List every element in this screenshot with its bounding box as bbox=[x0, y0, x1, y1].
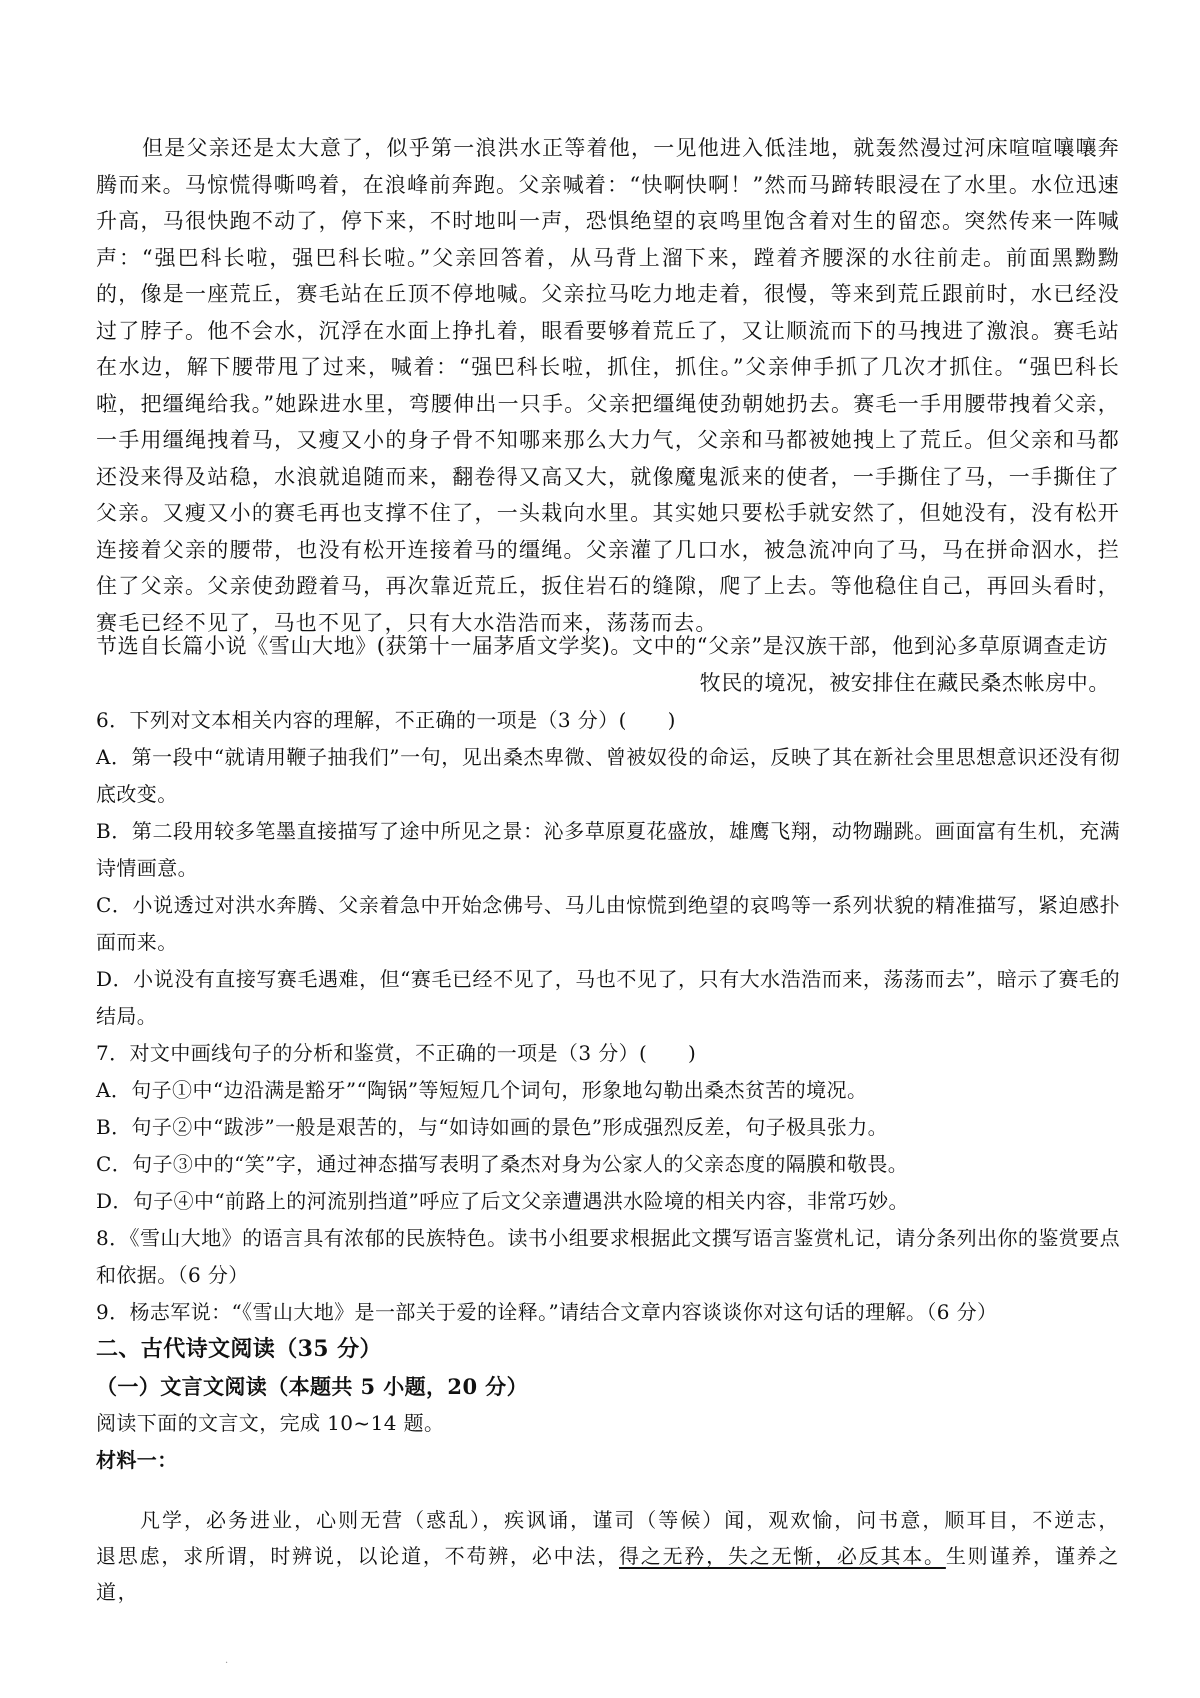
classical-text bbox=[96, 1502, 1120, 1610]
material-one-label: 材料一： bbox=[96, 1448, 178, 1472]
story-passage bbox=[96, 130, 1120, 641]
question-8: 8．《雪山大地》的语言具有浓郁的民族特色。读书小组要求根据此文撰写语言鉴赏札记，请分条列出你的鉴赏要点和依据。（6 分） bbox=[96, 1226, 1120, 1287]
question-6-option-c: C．小说透过对洪水奔腾、父亲着急中开始念佛号、马儿由惊慌到绝望的哀鸣等一系列状貌的精准描写，紧迫感扑面而来。 bbox=[96, 893, 1120, 954]
section-2-subtitle: （一）文言文阅读（本题共 5 小题，20 分） bbox=[96, 1374, 528, 1399]
question-7-option-d: D．句子④中“前路上的河流别挡道”呼应了后文父亲遭遇洪水险境的相关内容，非常巧妙。 bbox=[96, 1189, 909, 1213]
source-note-line-1: 节选自长篇小说《雪山大地》(获第十一届茅盾文学奖)。文中的“父亲”是汉族干部，他到沁多草原调查走访 bbox=[96, 634, 1109, 658]
question-6-option-d: D．小说没有直接写赛毛遇难，但“赛毛已经不见了，马也不见了，只有大水浩浩而来，荡荡而去”，暗示了赛毛的结局。 bbox=[96, 967, 1120, 1028]
underlined-sentence: 得之无矜，失之无惭，必反其本。 bbox=[618, 1544, 946, 1568]
question-6: 6．下列对文本相关内容的理解，不正确的一项是（3 分）( ) bbox=[96, 708, 676, 732]
question-6-option-a: A．第一段中“就请用鞭子抽我们”一句，见出桑杰卑微、曾被奴役的命运，反映了其在新社会里思想意识还没有彻底改变。 bbox=[96, 745, 1120, 806]
question-9: 9．杨志军说：“《雪山大地》是一部关于爱的诠释。”请结合文章内容谈谈你对这句话的理解。（6 分） bbox=[96, 1300, 998, 1324]
section-2-title: 二、古代诗文阅读（35 分） bbox=[96, 1336, 382, 1362]
question-7-option-a: A．句子①中“边沿满是豁牙”“陶锅”等短短几个词句，形象地勾勒出桑杰贫苦的境况。 bbox=[96, 1078, 868, 1102]
question-6-option-b: B．第二段用较多笔墨直接描写了途中所见之景：沁多草原夏花盛放，雄鹰飞翔，动物蹦跳。画面富有生机，充满诗情画意。 bbox=[96, 819, 1120, 880]
classical-text-part-1: 凡学，必务进业，心则无营（惑乱），疾讽诵，谨司（等候）闻，观欢愉，问书意，顺耳目，不逆志，退思虑，求所谓，时辨说，以论道，不苟辨，必中法， bbox=[96, 1508, 1120, 1568]
classical-paragraph bbox=[96, 1502, 1120, 1610]
source-note-line-2: 牧民的境况，被安排住在藏民桑杰帐房中。 bbox=[699, 670, 1110, 695]
passage-paragraph: 但是父亲还是太大意了，似乎第一浪洪水正等着他，一见他进入低洼地，就轰然漫过河床喧喧嚷嚷奔腾而来。马惊慌得嘶鸣着，在浪峰前奔跑。父亲喊着：“快啊快啊！”然而马蹄转眼浸在了水里。水位迅速升高，马很快跑不动了，停下来，不时地叫一声，恐惧绝望的哀鸣里饱含着对生的留恋。突然传来一阵喊声：“强巴科长啦，强巴科长啦。”父亲回答着，从马背上溜下来，蹚着齐腰深的水往前走。前面黑黝黝的，像是一座荒丘，赛毛站在丘顶不停地喊。父亲拉马吃力地走着，很慢，等来到荒丘跟前时，水已经没过了脖子。他不会水，沉浮在水面上挣扎着，眼看要够着荒丘了，又让顺流而下的马拽进了激浪。赛毛站在水边，解下腰带甩了过来，喊着：“强巴科长啦，抓住，抓住。”父亲伸手抓了几次才抓住。“强巴科长啦，把缰绳给我。”她跺进水里，弯腰伸出一只手。父亲把缰绳使劲朝她扔去。赛毛一手用腰带拽着父亲，一手用缰绳拽着马，又瘦又小的身子骨不知哪来那么大力气，父亲和马都被她拽上了荒丘。但父亲和马都还没来得及站稳，水浪就追随而来，翻卷得又高又大，就像魔鬼派来的使者，一手撕住了马，一手撕住了父亲。又瘦又小的赛毛再也支撑不住了，一头栽向水里。其实她只要松手就安然了，但她没有，没有松开连接着父亲的腰带，也没有松开连接着马的缰绳。父亲灌了几口水，被急流冲向了马，马在拼命泅水，拦住了父亲。父亲使劲蹬着马，再次靠近荒丘，扳住岩石的缝隙，爬了上去。等他稳住自己，再回头看时，赛毛已经不见了，马也不见了，只有大水浩浩而来，荡荡而去。 bbox=[96, 136, 1120, 635]
question-7-option-b: B．句子②中“跋涉”一般是艰苦的，与“如诗如画的景色”形成强烈反差，句子极具张力。 bbox=[96, 1115, 888, 1139]
classical-text-part-2: 生则谨养，谨养之道， bbox=[96, 1544, 1120, 1604]
question-7: 7．对文中画线句子的分析和鉴赏，不正确的一项是（3 分）( ) bbox=[96, 1041, 697, 1065]
question-block bbox=[96, 702, 1120, 1479]
question-7-option-c: C．句子③中的“笑”字，通过神态描写表明了桑杰对身为公家人的父亲态度的隔膜和敬畏。 bbox=[96, 1152, 909, 1176]
section-2-instruction: 阅读下面的文言文，完成 10~14 题。 bbox=[96, 1411, 445, 1435]
footer-mark: · bbox=[225, 1658, 229, 1669]
source-note bbox=[96, 628, 1120, 701]
